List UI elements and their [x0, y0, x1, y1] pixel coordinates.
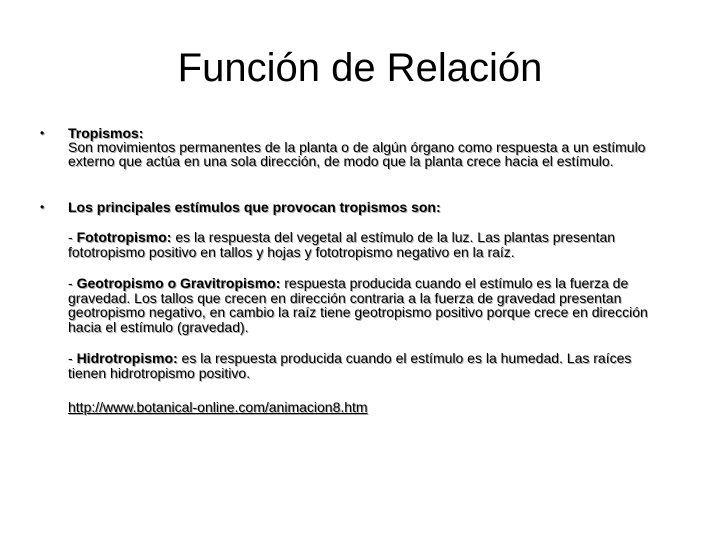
reference-link[interactable]: http://www.botanical-online.com/animacion8.htm	[68, 399, 368, 415]
bullet-text	[68, 126, 672, 168]
paragraph-hidrotropismo	[68, 351, 672, 380]
bullet-body: Son movimientos permanentes de la planta o de algún órgano como respuesta a un estímulo externo que actúa en una sola dirección, de modo que la planta crece hacia el estímulo.	[68, 139, 646, 169]
paragraph-geotropismo	[68, 276, 672, 334]
slide-title: Función de Relación	[177, 46, 543, 90]
paragraph-dash: -	[68, 275, 77, 291]
paragraph-term: Hidrotropismo:	[76, 350, 178, 366]
paragraph-dash: -	[68, 229, 77, 245]
bullet-heading: Los principales estímulos que provocan tropismos son:	[68, 199, 441, 215]
paragraph-term: Fototropismo:	[76, 229, 172, 245]
bullet-text	[68, 200, 672, 214]
paragraph-fototropismo	[68, 230, 672, 259]
bullet-marker: •	[40, 126, 45, 140]
bullet-heading: Tropismos:	[68, 125, 144, 141]
bullet-marker: •	[40, 200, 45, 214]
paragraph-dash: -	[68, 350, 77, 366]
paragraph-text: es la respuesta del vegetal al estímulo de la luz. Las plantas presentan fototropismo positivo en tallos y hojas y fototropismo negativo en la raíz.	[68, 229, 616, 260]
paragraph-text: es la respuesta producida cuando el estímulo es la humedad. Las raíces tienen hidrotropismo positivo.	[68, 350, 632, 381]
paragraph-text: respuesta producida cuando el estímulo es la fuerza de gravedad. Los tallos que crecen en dirección contraria a la fuerza de gravedad presentan geotropismo negativo, en cambio la raíz tiene geotropismo positivo porque crece en dirección hacia el estímulo (gravedad).	[68, 275, 648, 335]
paragraph-term: Geotropismo o Gravitropismo:	[76, 275, 281, 291]
